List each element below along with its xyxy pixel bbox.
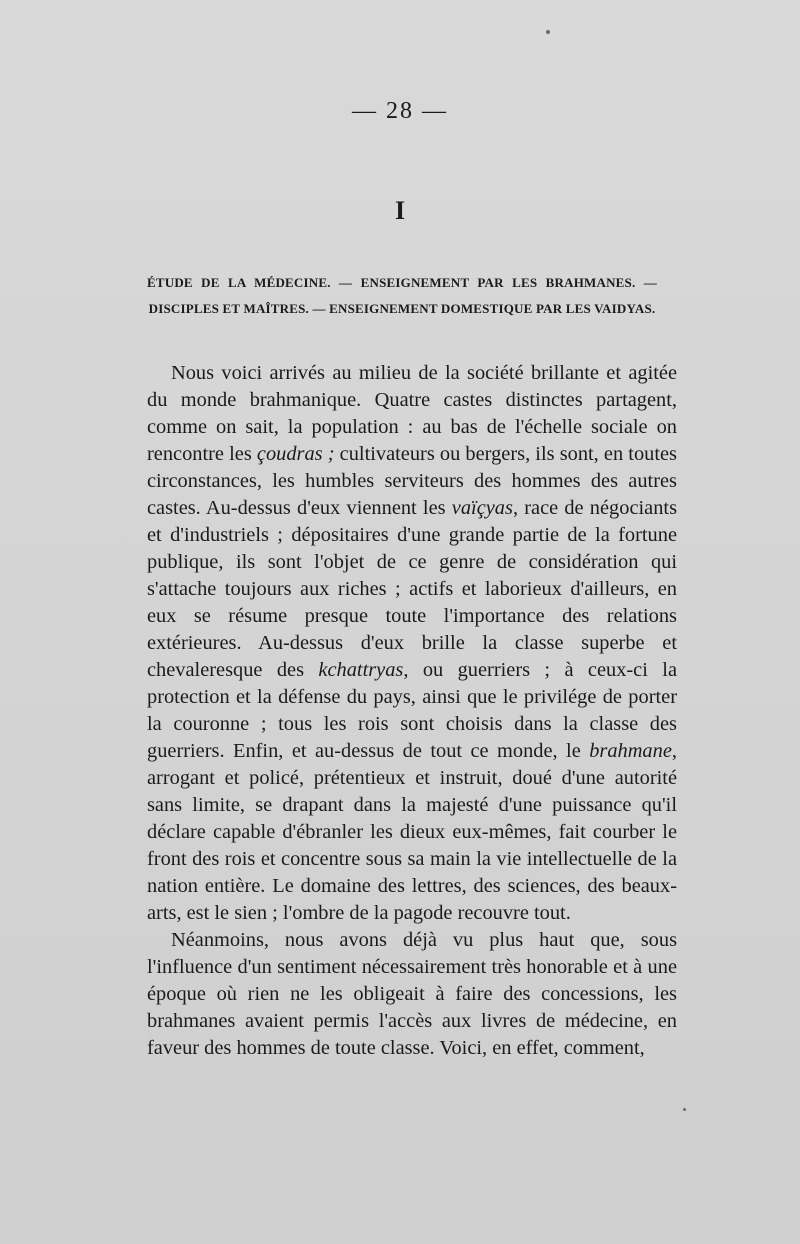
italic-term-brahmane: brahmane [589,740,672,762]
paper-speck [683,1108,686,1111]
page-number: — 28 — [352,98,448,124]
paragraph-1 [147,360,677,927]
paragraph-1-part-5: , arrogant et policé, prétentieux et instruit, doué d'une autorité sans limite, se drapant dans la majesté d'une puissance qu'il déclare capable d'ébranler les dieux eux-mêmes, fait courber le front des rois et concentre sous sa main la vie intellectuelle de la nation entière. Le domaine des lettres, des sciences, des beaux-arts, est le sien ; l'ombre de la pagode recouvre tout. [147,740,677,924]
paragraph-1-part-4: , ou guerriers ; à ceux-ci la protection et la défense du pays, ainsi que le privilége de porter la couronne ; tous les rois sont choisis dans la classe des guerriers. Enfin, et au-dessus de tout ce monde, le [147,659,677,762]
body-text [147,360,677,1062]
paragraph-1-part-3: , race de négociants et d'industriels ; dépositaires d'une grande partie de la fortune publique, ils sont l'objet de ce genre de considération qui s'attache toujours aux riches ; actifs et laborieux d'ailleurs, en eux se résume presque toute l'importance des relations extérieures. Au-dessus d'eux brille la classe superbe et chevaleresque des [147,497,678,681]
paragraph-1-part-2: cultivateurs ou bergers, ils sont, en toutes circonstances, les humbles serviteurs des hommes des autres castes. Au-dessus d'eux viennent les [147,443,677,519]
paragraph-1-part-1: Nous voici arrivés au milieu de la société brillante et agitée du monde brahmanique. Quatre castes distinctes partagent, comme on sait, la population : au bas de l'échelle sociale on rencontre les [147,362,677,465]
italic-term-coudras: çoudras ; [256,443,335,465]
paragraph-2: Néanmoins, nous avons déjà vu plus haut que, sous l'influence d'un sentiment nécessairement très honorable et à une époque où rien ne les obligeait à faire des concessions, les brahmanes avaient permis l'accès aux livres de médecine, en faveur des hommes de toute classe. Voici, en effet, comment, [147,929,677,1059]
paper-speck [546,30,550,34]
italic-term-kchattryas: kchattryas [318,659,404,681]
chapter-summary: ÉTUDE DE LA MÉDECINE. — ENSEIGNEMENT PAR LES BRAHMANES. — DISCIPLES ET MAÎTRES. — ENSEIGNEMENT DOMESTIQUE PAR LES VAIDYAS. [147,275,657,316]
italic-term-vaicyas: vaïçyas [451,497,513,519]
section-numeral: I [394,196,406,225]
